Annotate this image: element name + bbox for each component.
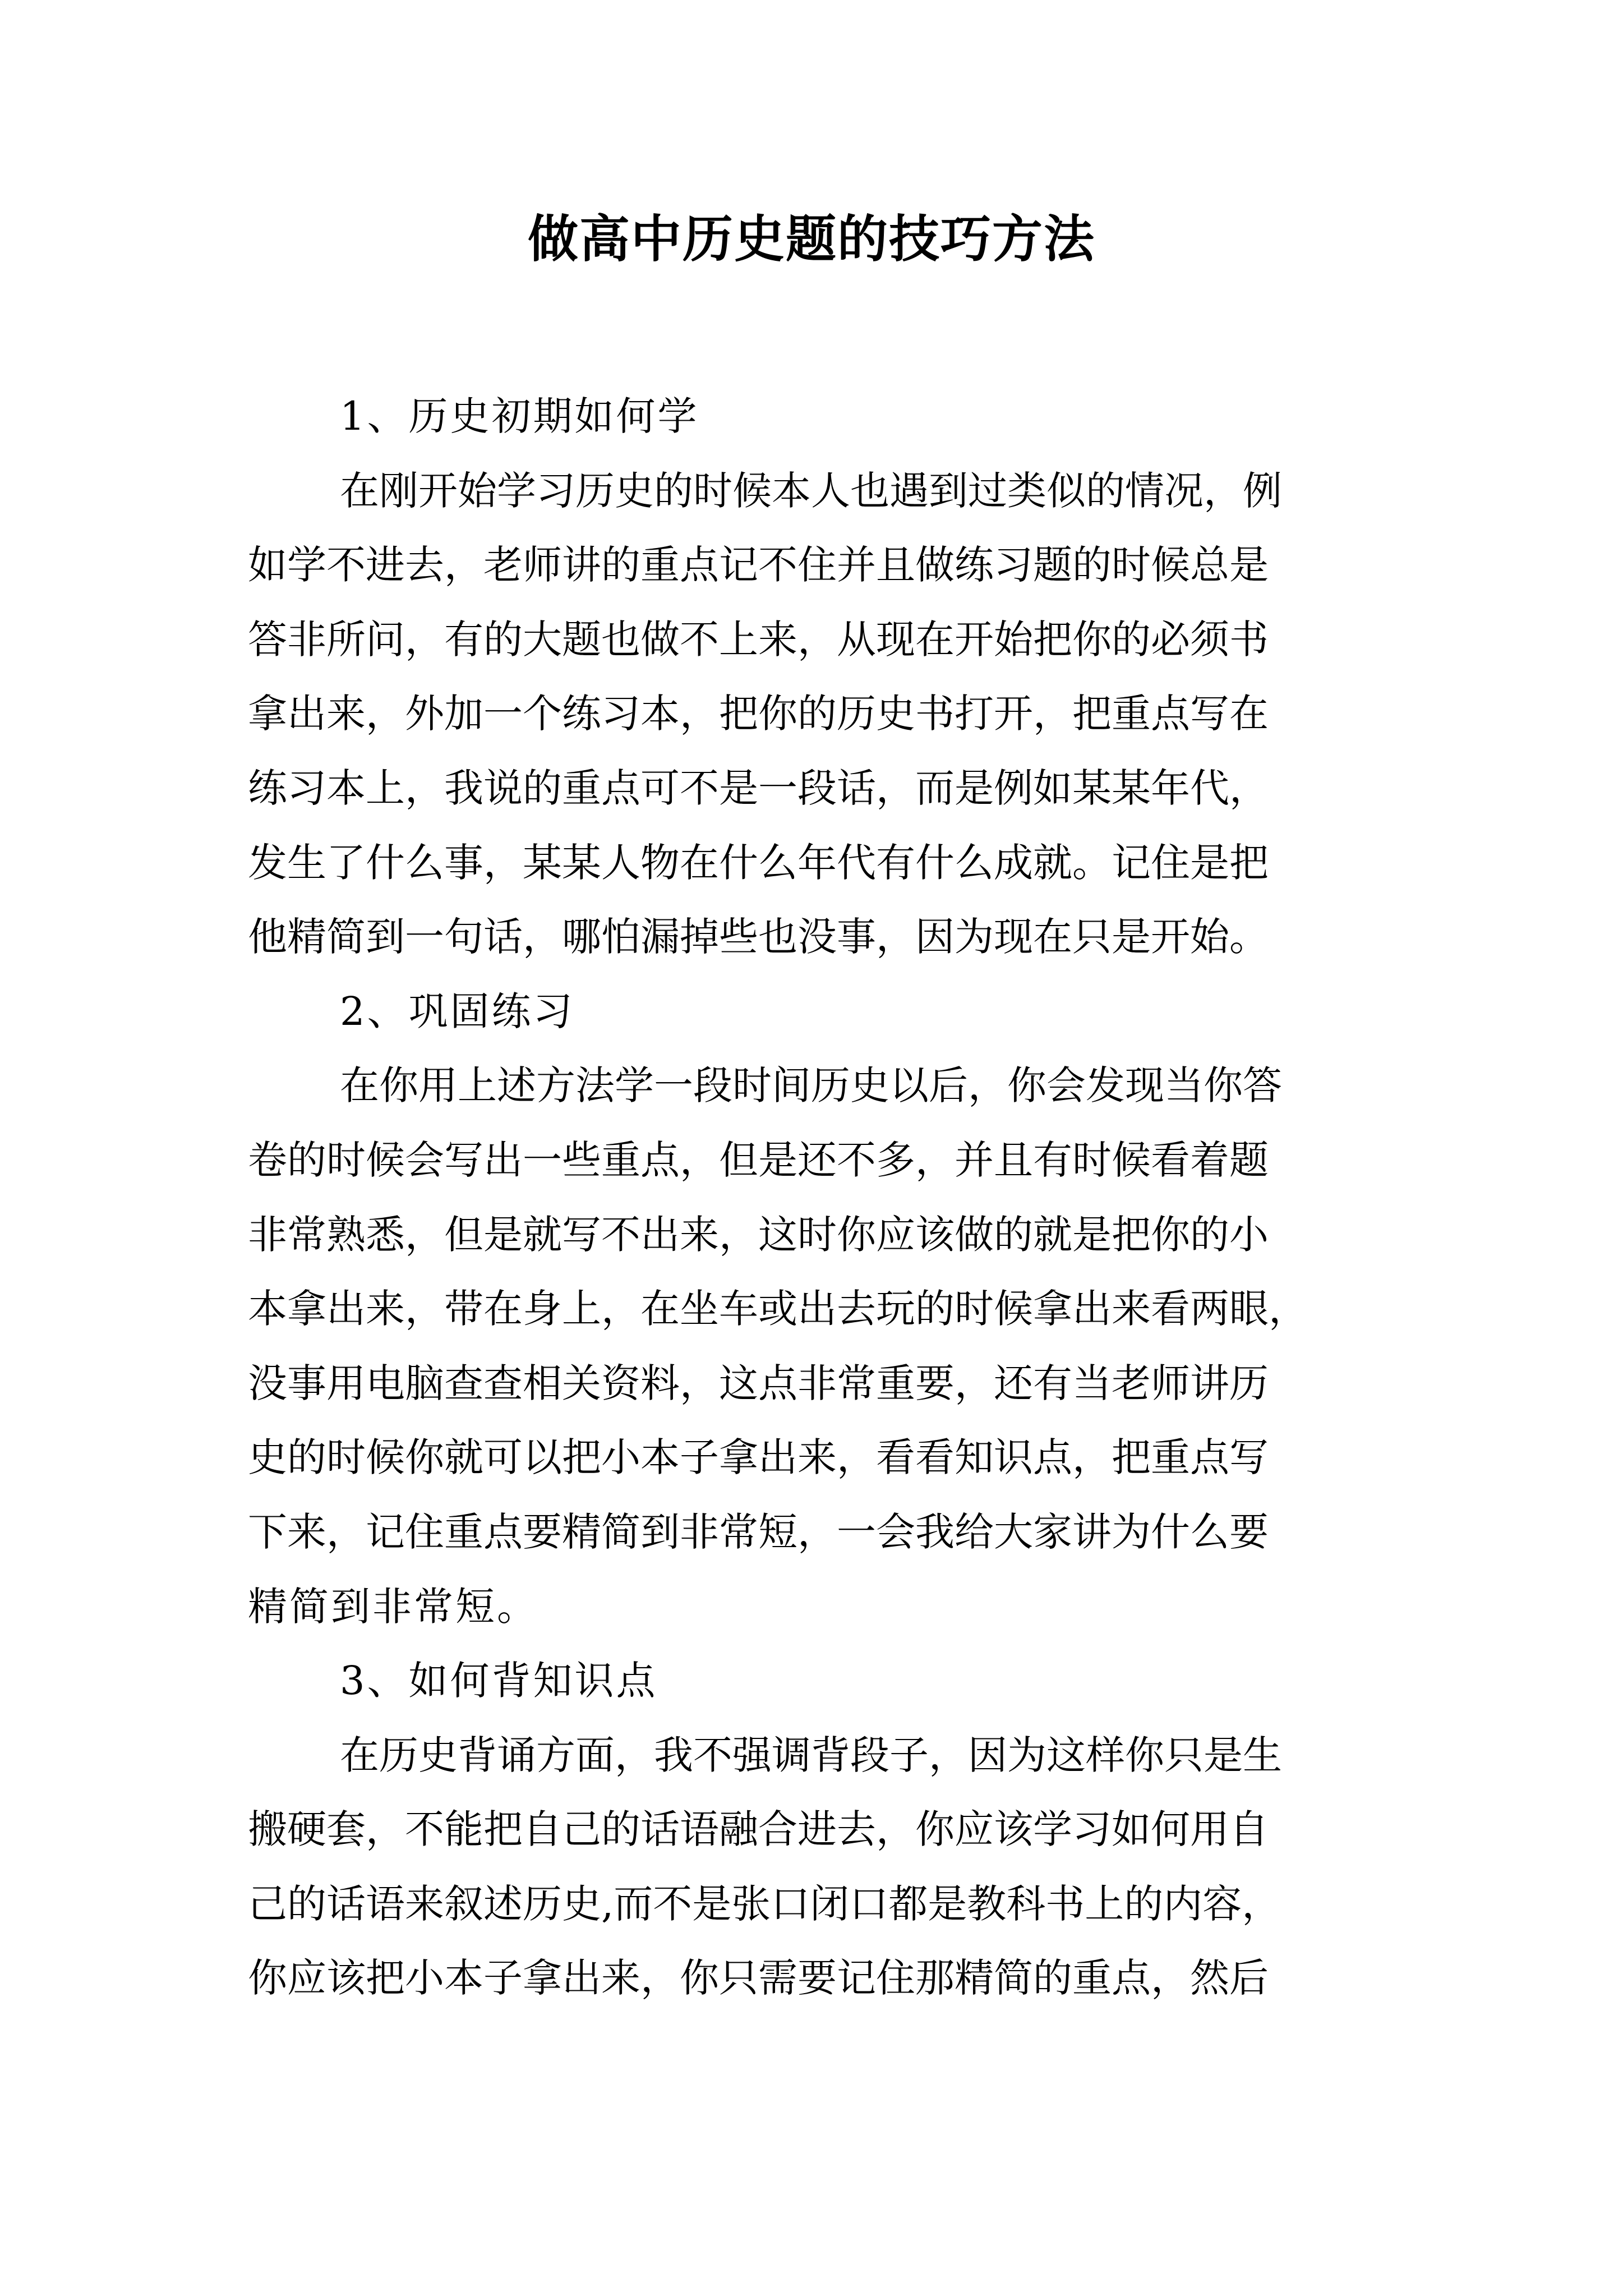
text-line: 在历史背诵方面，我不强调背段子，因为这样你只是生 (340, 1732, 1282, 1778)
text-line: 发生了什么事，某某人物在什么年代有什么成就。记住是把 (248, 839, 1269, 886)
text-line: 3、如何背知识点 (340, 1658, 658, 1704)
text-line: 他精简到一句话，哪怕漏掉些也没事，因为现在只是开始。 (248, 914, 1269, 960)
text-line: 1、历史初期如何学 (340, 393, 699, 439)
text-line: 史的时候你就可以把小本子拿出来，看看知识点，把重点写 (248, 1434, 1269, 1481)
text-line: 精简到非常短。 (248, 1583, 538, 1630)
text-line: 2、巩固练习 (340, 988, 575, 1034)
document-title: 做高中历史题的技巧方法 (528, 210, 1095, 269)
text-line: 卷的时候会写出一些重点，但是还不多，并且有时候看着题 (248, 1137, 1269, 1183)
text-line: 在刚开始学习历史的时候本人也遇到过类似的情况，例 (340, 467, 1282, 514)
text-line: 下来，记住重点要精简到非常短，一会我给大家讲为什么要 (248, 1508, 1269, 1555)
text-line: 如学不进去，老师讲的重点记不住并且做练习题的时候总是 (248, 542, 1269, 588)
text-line: 答非所问，有的大题也做不上来，从现在开始把你的必须书 (248, 616, 1269, 662)
text-line: 在你用上述方法学一段时间历史以后，你会发现当你答 (340, 1062, 1282, 1109)
text-line: 拿出来，外加一个练习本，把你的历史书打开，把重点写在 (248, 691, 1269, 737)
text-line: 搬硬套，不能把自己的话语融合进去，你应该学习如何用自 (248, 1806, 1269, 1853)
text-line: 非常熟悉，但是就写不出来，这时你应该做的就是把你的小 (248, 1211, 1269, 1258)
text-line: 练习本上，我说的重点可不是一段话，而是例如某某年代， (248, 765, 1269, 811)
text-line: 本拿出来，带在身上，在坐车或出去玩的时候拿出来看两眼， (248, 1286, 1308, 1332)
text-line: 己的话语来叙述历史,而不是张口闭口都是教科书上的内容， (248, 1880, 1281, 1927)
document-body (248, 379, 1386, 2016)
text-line: 没事用电脑查查相关资料，这点非常重要，还有当老师讲历 (248, 1360, 1269, 1406)
text-line: 你应该把小本子拿出来，你只需要记住那精简的重点，然后 (248, 1955, 1269, 2001)
